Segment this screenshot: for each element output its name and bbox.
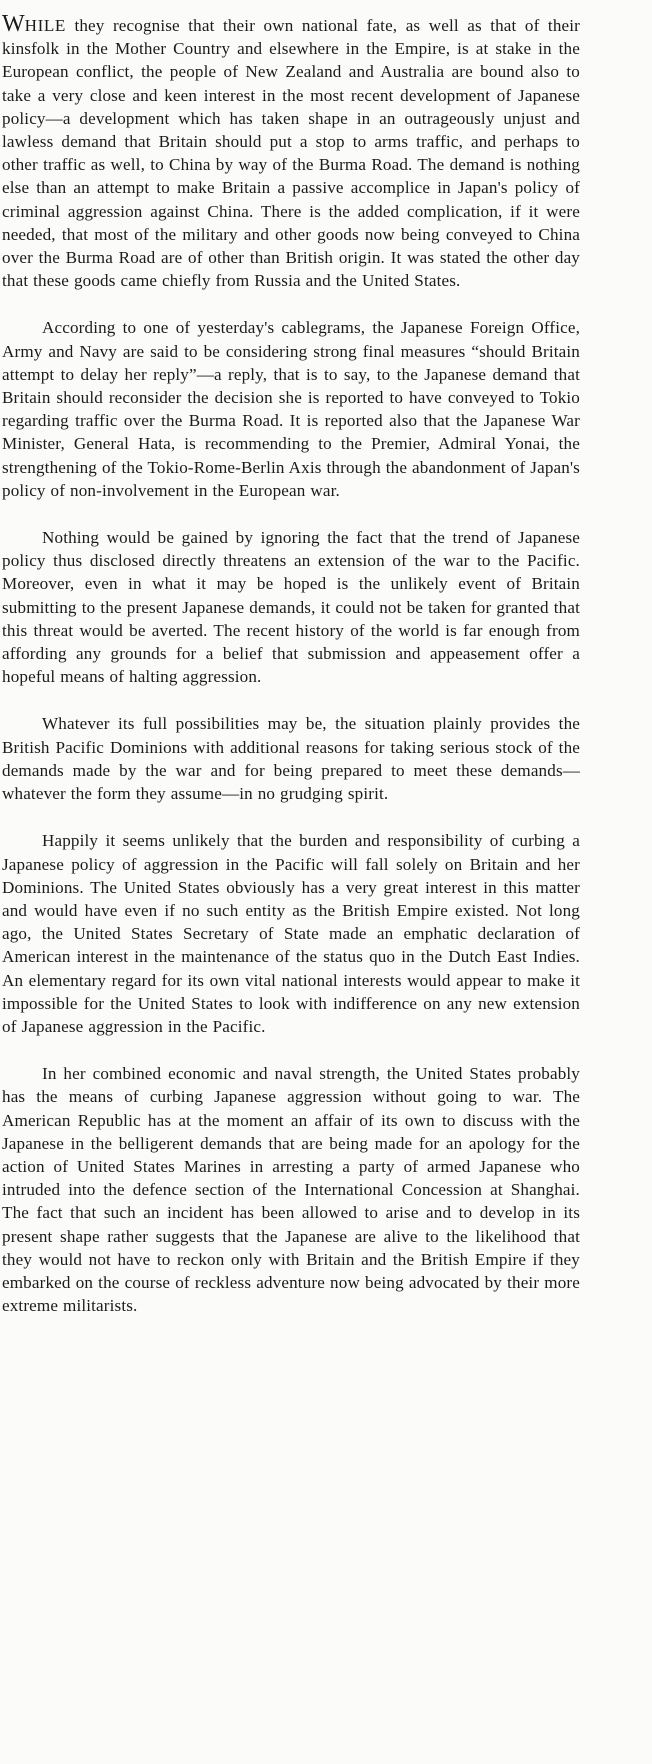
article-paragraph-3: Nothing would be gained by ignoring the fact that the trend of Japanese policy thus disclosed directly threatens an extension of the war to the Pacific. Moreover, even in what it may be hoped is the unlikely event of Britain submitting to the present Japanese demands, it could not be taken for granted that this threat would be averted. The recent history of the world is far enough from affording any grounds for a belief that submission and appeasement offer a hopeful means of halting aggression. [2, 528, 580, 687]
article-paragraph-4: Whatever its full possibilities may be, the situation plainly provides the British Pacific Dominions with additional reasons for taking serious stock of the demands made by the war and for being prepared to meet these demands—whatever the form they assume—in no grudging spirit. [2, 714, 580, 804]
drop-cap: W [2, 11, 25, 37]
lead-in-caps: HILE [24, 16, 66, 35]
article-paragraph-5: Happily it seems unlikely that the burden and responsibility of curbing a Japanese policy of aggression in the Pacific will fall solely on Britain and her Dominions. The United States obviously has a very great interest in this matter and would have even if no such entity as the British Empire existed. Not long ago, the United States Secretary of State made an emphatic declaration of American interest in the maintenance of the status quo in the Dutch East Indies. An elementary regard for its own vital national interests would appear to make it impossible for the United States to look with indifference on any new extension of Japanese aggression in the Pacific. [2, 831, 580, 1036]
paragraph-text: they recognise that their own national fate, as well as that of their kinsfolk in the Mother Country and elsewhere in the Empire, is at stake in the European conflict, the people of New Zealand and Australia are bound also to take a very close and keen interest in the most recent development of Japanese policy—a development which has taken shape in an outrageously unjust and lawless demand that Britain should put a stop to arms traffic, and perhaps to other traffic as well, to China by way of the Burma Road. The demand is nothing else than an attempt to make Britain a passive accomplice in Japan's policy of criminal aggression against China. There is the added complication, if it were needed, that most of the military and other goods now being conveyed to China over the Burma Road are of other than British origin. It was stated the other day that these goods came chiefly from Russia and the United States. [2, 16, 580, 291]
article-paragraph-2: According to one of yesterday's cablegrams, the Japanese Foreign Office, Army and Navy are said to be considering strong final measures “should Britain attempt to delay her reply”—a reply, that is to say, to the Japanese demand that Britain should reconsider the decision she is reported to have conveyed to Tokio regarding traffic over the Burma Road. It is reported also that the Japanese War Minister, General Hata, is recommending to the Premier, Admiral Yonai, the strengthening of the Tokio-Rome-Berlin Axis through the abandonment of Japan's policy of non-involvement in the European war. [2, 318, 580, 500]
article-paragraph-1 [2, 11, 580, 292]
article-column [0, 11, 582, 1317]
article-paragraph-6: In her combined economic and naval strength, the United States probably has the means of curbing Japanese aggression without going to war. The American Republic has at the moment an affair of its own to discuss with the Japanese in the belligerent demands that are being made for an apology for the action of United States Marines in arresting a party of armed Japanese who intruded into the defence section of the International Concession at Shanghai. The fact that such an incident has been allowed to arise and to develop in its present shape rather suggests that the Japanese are alive to the likelihood that they would not have to reckon only with Britain and the British Empire if they embarked on the course of reckless adventure now being advocated by their more extreme militarists. [2, 1064, 580, 1316]
